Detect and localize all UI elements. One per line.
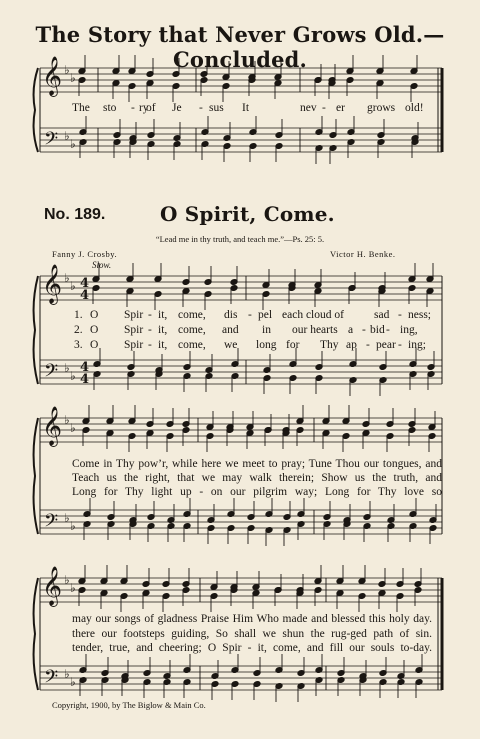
top-lyric-3: ry — [139, 102, 149, 114]
copyright-notice: Copyright, 1900, by The Biglow & Main Co. — [52, 700, 206, 710]
verse3-syllable-12: pear — [376, 339, 396, 351]
flat-icon: ♭ — [70, 71, 76, 85]
verse1-syllable-11: - — [398, 309, 402, 321]
system-brace — [34, 418, 38, 534]
top-lyric-10: - — [322, 102, 326, 114]
verse2-syllable-7: in — [262, 324, 271, 336]
time-signature: 4 — [80, 276, 90, 291]
system3-line-2: there our footsteps guiding, So shall we shun the rug-ged path of sin. — [72, 628, 432, 640]
running-title: The Story that Never Grows Old.—Concluded. — [35, 22, 445, 72]
flat-icon: ♭ — [64, 271, 70, 285]
treble-clef-icon: 𝄞 — [42, 56, 63, 96]
verse1-syllable-2: Spir — [124, 309, 144, 321]
verse3-syllable-1: O — [90, 339, 99, 351]
verse1-syllable-5: come, — [178, 309, 206, 321]
verse3-syllable-8: for — [286, 339, 300, 351]
verse2-syllable-0: 2. — [74, 324, 83, 336]
verse3-syllable-0: 3. — [74, 339, 83, 351]
top-lyric-1: sto — [103, 102, 117, 114]
treble-clef-icon: 𝄞 — [42, 264, 63, 304]
verse3-syllable-2: Spir — [124, 339, 144, 351]
composer-credit: Victor H. Benke. — [330, 249, 396, 259]
treble-clef-icon: 𝄞 — [42, 566, 63, 606]
system-brace — [34, 276, 38, 384]
system2-line-3: Long for Thy light up - on our pilgrim way; Long for Thy love so — [72, 486, 442, 498]
time-signature: 4 — [80, 372, 90, 387]
flat-icon: ♭ — [64, 511, 70, 525]
verse2-syllable-2: Spir — [124, 324, 144, 336]
top-lyric-13: old! — [405, 102, 424, 114]
verse3-syllable-6: we — [224, 339, 238, 351]
verse1-syllable-3: - — [148, 309, 152, 321]
system-brace — [34, 68, 38, 152]
top-lyric-2: - — [131, 102, 135, 114]
flat-icon: ♭ — [64, 63, 70, 77]
verse2-syllable-5: come, — [178, 324, 206, 336]
verse2-syllable-8: our hearts — [292, 324, 338, 336]
system3-line-3: tender, true, and cheering; O Spir - it, come, and fill our souls to-day. — [72, 642, 432, 654]
verse1-syllable-10: sad — [374, 309, 390, 321]
bass-clef-icon: 𝄢 — [44, 129, 59, 154]
verse3-syllable-10: ap — [346, 339, 357, 351]
verse1-syllable-12: ness; — [408, 309, 431, 321]
verse3-syllable-9: Thy — [320, 339, 339, 351]
system2-line-1: Come in Thy pow’r, while here we meet to pray; Tune Thou our tongues, and — [72, 458, 442, 470]
flat-icon: ♭ — [64, 361, 70, 375]
top-lyric-5: Je — [172, 102, 182, 114]
top-lyric-8: It — [242, 102, 250, 114]
verse2-syllable-10: - — [362, 324, 366, 336]
top-lyric-4: of — [146, 102, 156, 114]
verse3-syllable-7: long — [256, 339, 277, 351]
verse1-syllable-6: dis — [224, 309, 238, 321]
bass-clef-icon: 𝄢 — [44, 667, 59, 692]
verse2-syllable-6: and — [222, 324, 239, 336]
flat-icon: ♭ — [70, 421, 76, 435]
flat-icon: ♭ — [70, 581, 76, 595]
time-signature: 4 — [80, 360, 90, 375]
top-lyric-6: - — [199, 102, 203, 114]
verse2-syllable-4: it, — [158, 324, 168, 336]
time-signature: 4 — [80, 288, 90, 303]
verse2-syllable-12: - — [386, 324, 390, 336]
flat-icon: ♭ — [64, 413, 70, 427]
top-lyric-11: er — [336, 102, 345, 114]
tempo-marking: Slow. — [92, 260, 112, 270]
flat-icon: ♭ — [70, 369, 76, 383]
top-lyric-12: grows — [367, 102, 396, 114]
flat-icon: ♭ — [70, 519, 76, 533]
system3-line-1: may our songs of gladness Praise Him Who made and blessed this holy day. — [72, 613, 432, 625]
flat-icon: ♭ — [64, 129, 70, 143]
verse1-syllable-7: - — [248, 309, 252, 321]
system-brace — [34, 578, 38, 690]
hymn-title: O Spirit, Come. — [160, 202, 335, 226]
verse1-syllable-8: pel — [258, 309, 273, 321]
verse2-syllable-13: ing, — [400, 324, 418, 336]
flat-icon: ♭ — [70, 279, 76, 293]
verse2-syllable-11: bid — [370, 324, 385, 336]
verse3-syllable-13: - — [398, 339, 402, 351]
top-lyric-7: sus — [209, 102, 224, 114]
hymn-number: No. 189. — [44, 206, 106, 223]
verse2-syllable-1: O — [90, 324, 99, 336]
scripture-epigraph: “Lead me in thy truth, and teach me.”—Ps. 25: 5. — [155, 234, 325, 244]
verse3-syllable-14: ing; — [408, 339, 426, 351]
flat-icon: ♭ — [70, 675, 76, 689]
top-lyric-9: nev — [300, 102, 317, 114]
system2-line-2: Teach us the right, that we may walk therein; Show us the truth, and — [72, 472, 442, 484]
verse1-syllable-9: each cloud of — [282, 309, 344, 321]
verse2-syllable-9: a — [348, 324, 354, 336]
lyricist-credit: Fanny J. Crosby. — [52, 249, 118, 259]
flat-icon: ♭ — [70, 137, 76, 151]
flat-icon: ♭ — [64, 573, 70, 587]
verse1-syllable-1: O — [90, 309, 99, 321]
verse1-syllable-4: it, — [158, 309, 168, 321]
treble-clef-icon: 𝄞 — [42, 406, 63, 446]
verse3-syllable-5: come, — [178, 339, 206, 351]
bass-clef-icon: 𝄢 — [44, 511, 59, 536]
flat-icon: ♭ — [64, 667, 70, 681]
verse3-syllable-3: - — [148, 339, 152, 351]
verse3-syllable-11: - — [366, 339, 370, 351]
bass-clef-icon: 𝄢 — [44, 361, 59, 386]
top-lyric-0: The — [72, 102, 90, 114]
verse3-syllable-4: it, — [158, 339, 168, 351]
verse1-syllable-0: 1. — [74, 309, 83, 321]
verse2-syllable-3: - — [148, 324, 152, 336]
